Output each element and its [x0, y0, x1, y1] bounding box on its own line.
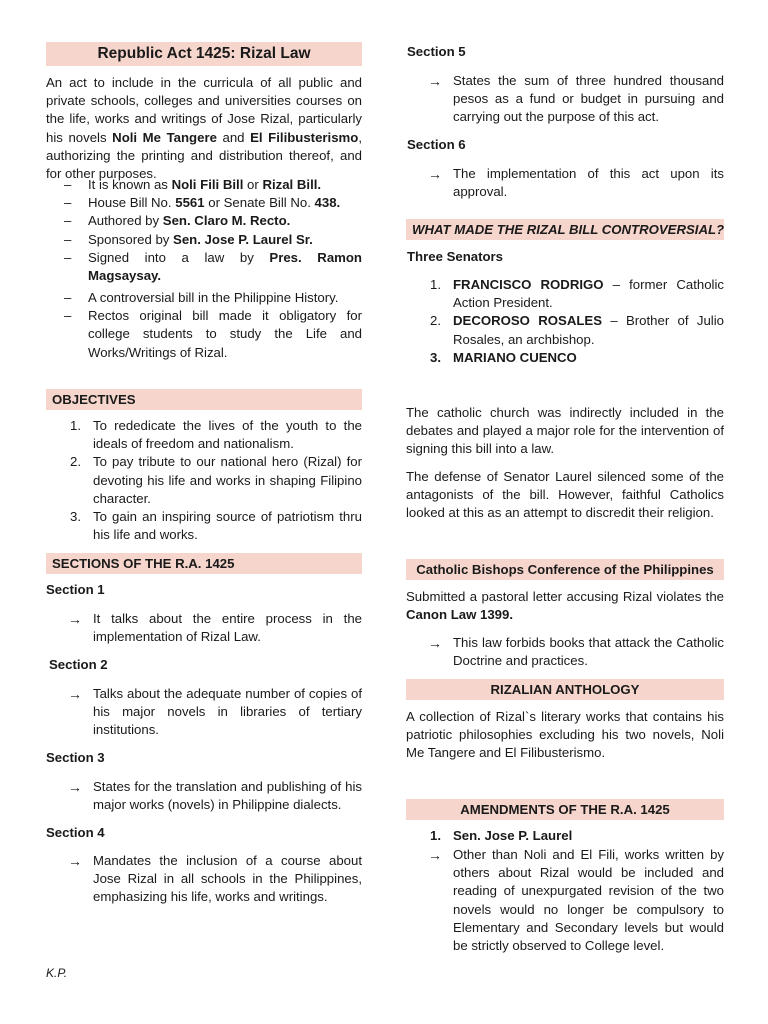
fact-bold: Rizal Bill. [262, 177, 322, 192]
intro-text-3: , authorizing the printing and distribution thereof, and for other purposes. [46, 129, 362, 182]
fact-item [46, 289, 362, 307]
intro-novel-noli: Noli Me Tangere [112, 129, 217, 145]
dash-marker: – [64, 213, 72, 229]
author-initials: K.P. [46, 966, 68, 980]
fact-item [46, 176, 362, 194]
section-6-label: Section 6 [407, 137, 466, 152]
section-4-point [46, 852, 362, 907]
intro-text-1: An act to include in the curricula of all public and private schools, colleges and universities courses on the life, works and writings of Jose Rizal, particularly his novels [46, 75, 362, 145]
arrow-icon: → [68, 611, 82, 627]
cbcp-text: Submitted a pastoral letter accusing Rizal violates the [406, 589, 724, 604]
fact-text: House Bill No. [88, 195, 176, 211]
cbcp-paragraph [406, 588, 724, 624]
fact-text: Rectos original bill made it obligatory for college students to study the Life and Works/Writings of Rizal. [88, 308, 362, 360]
laurel-paragraph: The defense of Senator Laurel silenced some of the antagonists of the bill. However, faithful Catholics looked at this as an attempt to discredit their religion. [406, 469, 724, 521]
section-2-points [46, 685, 362, 740]
section-text: States for the translation and publishing of his major works (novels) in Philippine dialects. [93, 779, 362, 813]
cbcp-point [406, 634, 724, 670]
list-number: 3. [70, 509, 81, 525]
fact-bold: Noli Fili Bill [171, 177, 244, 192]
fact-bold: 438. [314, 195, 341, 211]
arrow-icon: → [428, 635, 442, 651]
senator-item [406, 276, 724, 312]
section-1-label: Section 1 [46, 582, 105, 597]
list-number: 2. [430, 313, 441, 329]
section-3-point [46, 778, 362, 814]
fact-bold: 5561 [175, 195, 205, 211]
objectives-header: OBJECTIVES [46, 389, 362, 410]
intro-novel-fili: El Filibusterismo [250, 129, 359, 145]
section-1-point [46, 610, 362, 646]
arrow-icon: → [428, 847, 442, 863]
objective-text: To gain an inspiring source of patriotism thru his life and works. [93, 509, 362, 543]
list-number: 2. [70, 454, 81, 470]
dash-marker: – [64, 177, 72, 192]
dash-marker: – [64, 290, 72, 305]
list-number: 1. [430, 828, 441, 843]
anthology-header: RIZALIAN ANTHOLOGY [406, 679, 724, 700]
page-title: Republic Act 1425: Rizal Law [46, 42, 362, 66]
sections-header: SECTIONS OF THE R.A. 1425 [46, 553, 362, 574]
list-number: 1. [430, 277, 441, 292]
amendment-points [406, 846, 724, 955]
amendment-author: Sen. Jose P. Laurel [453, 828, 573, 843]
fact-item [46, 231, 362, 249]
senators-list [406, 276, 724, 367]
section-text: States the sum of three hundred thousand pesos as a fund or budget in pursuing and carrying out the purpose of this act. [453, 73, 724, 125]
arrow-icon: → [68, 779, 82, 795]
objective-item [46, 508, 362, 544]
fact-bold: Sen. Claro M. Recto. [162, 213, 291, 229]
cbcp-header: Catholic Bishops Conference of the Philippines [406, 559, 724, 580]
section-2-point [46, 685, 362, 740]
section-3-points [46, 778, 362, 814]
objective-text: To rededicate the lives of the youth to the ideals of freedom and nationalism. [93, 418, 362, 452]
list-number: 3. [430, 349, 441, 365]
section-text: The implementation of this act upon its approval. [453, 166, 724, 200]
dash-marker: – [64, 249, 72, 265]
senator-name: DECOROSO ROSALES [453, 313, 603, 329]
section-text: It talks about the entire process in the implementation of Rizal Law. [93, 611, 362, 645]
amendments-header: AMENDMENTS OF THE R.A. 1425 [406, 799, 724, 820]
fact-item [46, 249, 362, 285]
amendment-point [406, 846, 724, 955]
controversy-header: WHAT MADE THE RIZAL BILL CONTROVERSIAL? [406, 219, 724, 240]
fact-text: Authored by [88, 213, 163, 229]
section-3-label: Section 3 [46, 750, 105, 765]
section-6-points [406, 165, 724, 201]
three-senators-label: Three Senators [407, 249, 504, 264]
senator-name: MARIANO CUENCO [453, 349, 577, 365]
fact-text: or [243, 177, 263, 192]
fact-text: Sponsored by [88, 231, 174, 247]
fact-text: It is known as [88, 177, 172, 192]
fact-bold: Pres. Ramon Magsaysay. [88, 249, 362, 284]
fact-item [46, 212, 362, 230]
cbcp-point-text: This law forbids books that attack the Catholic Doctrine and practices. [453, 635, 724, 669]
objective-text: To pay tribute to our national hero (Rizal) for devoting his life and works in shaping Filipino character. [93, 454, 362, 506]
fact-item [46, 307, 362, 362]
cbcp-points [406, 634, 724, 670]
facts-list [46, 176, 362, 285]
senator-item [406, 312, 724, 348]
objective-item [46, 453, 362, 508]
intro-paragraph [46, 74, 362, 183]
dash-marker: – [64, 308, 72, 324]
arrow-icon: → [428, 73, 442, 89]
objectives-list [46, 417, 362, 544]
section-4-label: Section 4 [46, 825, 105, 840]
senator-desc: – Brother of Julio Rosales, an archbishop. [453, 313, 724, 347]
senator-name: FRANCISCO RODRIGO [453, 277, 604, 292]
anthology-paragraph: A collection of Rizal`s literary works that contains his patriotic philosophies excluding his two novels, Noli Me Tangere and El Filibusterismo. [406, 709, 724, 761]
dash-marker: – [64, 231, 72, 247]
fact-item [46, 194, 362, 212]
fact-text: or Senate Bill No. [204, 195, 315, 211]
senator-item [406, 349, 724, 367]
section-5-points [406, 72, 724, 127]
dash-marker: – [64, 195, 72, 211]
facts-list-2 [46, 289, 362, 362]
section-6-point [406, 165, 724, 201]
arrow-icon: → [428, 166, 442, 182]
canon-law-ref: Canon Law 1399. [406, 607, 514, 623]
senator-desc: – former Catholic Action President. [453, 277, 724, 311]
amendment-text: Other than Noli and El Fili, works written by others about Rizal would be included and reading of unexpurgated revision of the two novels would no longer be compulsory to Elementary and Secondary levels but would be strictly observed to College level. [453, 847, 724, 954]
objective-item [46, 417, 362, 453]
arrow-icon: → [68, 853, 82, 869]
list-number: 1. [70, 418, 81, 433]
section-1-points [46, 610, 362, 646]
section-text: Talks about the adequate number of copies of his major novels in libraries of tertiary institutions. [93, 686, 362, 738]
fact-text: A controversial bill in the Philippine History. [88, 290, 339, 305]
fact-bold: Sen. Jose P. Laurel Sr. [173, 231, 313, 247]
arrow-icon: → [68, 686, 82, 702]
intro-text-2: and [216, 129, 251, 145]
section-2-label: Section 2 [49, 657, 108, 672]
section-text: Mandates the inclusion of a course about Jose Rizal in all schools in the Philippines, emphasizing his life, works and writings. [93, 853, 362, 905]
section-4-points [46, 852, 362, 907]
section-5-point [406, 72, 724, 127]
church-paragraph: The catholic church was indirectly included in the debates and played a major role for the intervention of signing this bill into a law. [406, 405, 724, 457]
section-5-label: Section 5 [407, 44, 466, 59]
fact-text: Signed into a law by [88, 249, 270, 265]
